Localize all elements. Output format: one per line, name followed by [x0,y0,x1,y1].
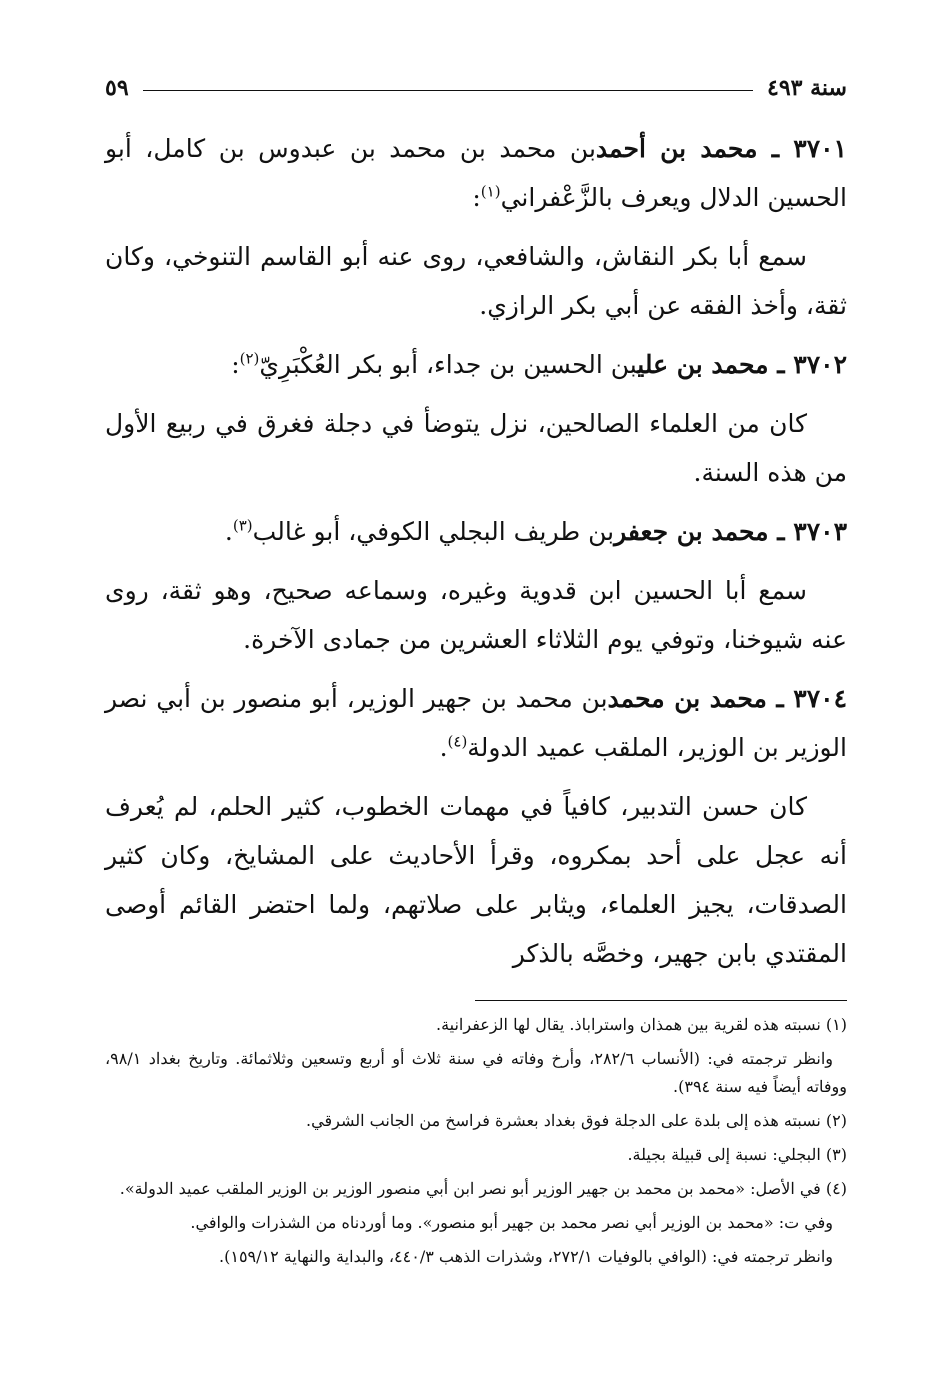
footnote-ref: (١) [480,182,501,201]
heading-punct: : [472,183,481,212]
footnote: (٤) في الأصل: «محمد بن محمد بن جهير الوزير أبو نصر ابن أبي منصور الوزير بن الوزير الملقب عميد الدولة». [119,1179,847,1198]
footnote-separator [475,1000,847,1001]
heading-punct: : [231,350,240,379]
entry-heading [105,124,847,222]
entry-lineage: بن محمد بن جهير الوزير، أبو منصور بن أبي نصر الوزير بن الوزير، الملقب عميد الدولة [105,684,847,762]
footnote-continuation: وفي ت: «محمد بن الوزير أبي نصر محمد بن جهير أبو منصور». وما أوردناه من الشذرات والوافي. [190,1213,833,1232]
footnote-ref: (٣) [232,516,253,535]
entry-name: ٣٧٠٤ ـ محمد بن محمد [607,684,848,713]
main-text [105,124,847,978]
entry-lineage: بن طريف البجلي الكوفي، أبو غالب [252,517,615,546]
entry-heading [105,674,847,772]
entry-body: سمع أبا بكر النقاش، والشافعي، روى عنه أبو القاسم التنوخي، وكان ثقة، وأخذ الفقه عن أبي بكر الرازي. [105,242,847,320]
entry-body: سمع أبا الحسين ابن قدوية وغيره، وسماعه صحيح، وهو ثقة، روى عنه شيوخنا، وتوفي يوم الثلاثاء العشرين من جمادى الآخرة. [105,576,847,654]
entry-name: ٣٧٠٣ ـ محمد بن جعفر [614,517,847,546]
footnote-ref: (٤) [447,732,468,751]
footnote-continuation: وانظر ترجمته في: (الوافي بالوفيات ٢٧٢/١، وشذرات الذهب ٤٤٠/٣، والبداية والنهاية ١٥٩/١٢). [219,1247,833,1266]
footnotes [105,1011,847,1271]
entry-name: ٣٧٠٢ ـ محمد بن علي [637,350,847,379]
running-header [105,70,847,106]
footnote: (٢) نسبته هذه إلى بلدة على الدجلة فوق بغداد بعشرة فراسخ من الجانب الشرقي. [306,1111,847,1130]
entry-heading [105,340,847,389]
heading-punct: . [224,517,233,546]
entry-body: كان حسن التدبير، كافياً في مهمات الخطوب، كثير الحلم، لم يُعرف أنه عجل على أحد بمكروه، وقرأ الأحاديث على المشايخ، وكان كثير الصدقات، يجيز العلماء، ويثابر على صلاتهم، ولما احتضر القائم أوصى المقتدي بابن جهير، وخصَّه بالذكر [105,792,847,968]
entry-body: كان من العلماء الصالحين، نزل يتوضأ في دجلة فغرق في ربيع الأول من هذه السنة. [105,409,847,487]
section-title: سنة ٤٩٣ [767,75,847,101]
footnote: (١) نسبته هذه لقرية بين همذان واستراباذ. يقال لها الزعفرانية. [435,1015,847,1034]
footnote-continuation: وانظر ترجمته في: (الأنساب ٢٨٢/٦، وأرخ وفاته في سنة ثلاث أو أربع وتسعين وثلاثمائة. وتاريخ بغداد ٩٨/١، ووفاته أيضاً فيه سنة ٣٩٤). [105,1049,847,1096]
entry-heading [105,507,847,556]
page-number: ٥٩ [105,75,129,101]
header-rule [143,90,753,91]
entry-name: ٣٧٠١ ـ محمد بن أحمد [595,134,847,163]
entry-lineage: بن الحسين بن جداء، أبو بكر العُكْبَرِيّ [259,350,638,379]
footnote: (٣) البجلي: نسبة إلى قبيلة بجيلة. [627,1145,847,1164]
footnote-ref: (٢) [239,349,260,368]
heading-punct: . [439,733,448,762]
entry-lineage: بن محمد بن محمد بن عبدوس بن كامل، أبو الحسين الدلال ويعرف بالزَّعْفراني [105,134,847,212]
